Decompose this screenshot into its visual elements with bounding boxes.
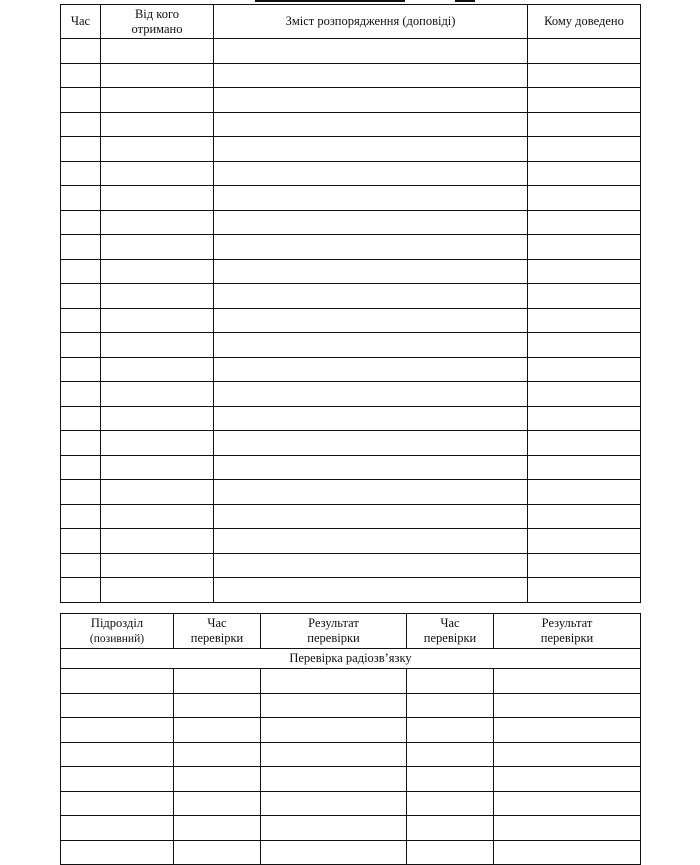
blank-cell[interactable] bbox=[214, 308, 528, 333]
log-entry-row bbox=[61, 63, 641, 88]
log-entry-row bbox=[61, 308, 641, 333]
log-entry-row bbox=[61, 39, 641, 64]
blank-cell[interactable] bbox=[101, 186, 214, 211]
header-check-result-1: Результат перевірки bbox=[261, 614, 407, 649]
blank-cell[interactable] bbox=[101, 553, 214, 578]
blank-cell[interactable] bbox=[214, 553, 528, 578]
header-delivered-to: Кому доведено bbox=[528, 5, 641, 39]
blank-cell[interactable] bbox=[528, 578, 641, 603]
log-entry-row bbox=[61, 284, 641, 309]
blank-cell[interactable] bbox=[494, 718, 641, 743]
log-entry-row bbox=[61, 357, 641, 382]
blank-cell[interactable] bbox=[174, 693, 261, 718]
blank-cell[interactable] bbox=[101, 63, 214, 88]
blank-cell[interactable] bbox=[214, 333, 528, 358]
blank-cell[interactable] bbox=[214, 259, 528, 284]
blank-cell[interactable] bbox=[214, 529, 528, 554]
blank-cell[interactable] bbox=[61, 210, 101, 235]
blank-cell[interactable] bbox=[214, 284, 528, 309]
blank-cell[interactable] bbox=[214, 186, 528, 211]
log-entry-row bbox=[61, 406, 641, 431]
blank-cell[interactable] bbox=[214, 480, 528, 505]
blank-cell[interactable] bbox=[528, 357, 641, 382]
blank-cell[interactable] bbox=[101, 529, 214, 554]
header-check-time-2: Час перевірки bbox=[407, 614, 494, 649]
blank-cell[interactable] bbox=[528, 63, 641, 88]
blank-cell[interactable] bbox=[214, 210, 528, 235]
blank-cell[interactable] bbox=[261, 742, 407, 767]
blank-cell[interactable] bbox=[101, 504, 214, 529]
blank-cell[interactable] bbox=[407, 718, 494, 743]
blank-cell[interactable] bbox=[61, 578, 101, 603]
radio-header-row bbox=[61, 614, 641, 649]
blank-cell[interactable] bbox=[61, 259, 101, 284]
blank-cell[interactable] bbox=[61, 767, 174, 792]
blank-cell[interactable] bbox=[407, 669, 494, 694]
blank-cell[interactable] bbox=[61, 161, 101, 186]
blank-cell[interactable] bbox=[528, 137, 641, 162]
log-entry-row bbox=[61, 112, 641, 137]
blank-cell[interactable] bbox=[61, 186, 101, 211]
blank-cell[interactable] bbox=[61, 529, 101, 554]
blank-cell[interactable] bbox=[61, 39, 101, 64]
blank-cell[interactable] bbox=[101, 112, 214, 137]
blank-cell[interactable] bbox=[61, 816, 174, 841]
log-entry-row bbox=[61, 186, 641, 211]
blank-cell[interactable] bbox=[174, 669, 261, 694]
radio-check-row bbox=[61, 840, 641, 865]
blank-cell[interactable] bbox=[261, 840, 407, 865]
blank-cell[interactable] bbox=[61, 480, 101, 505]
blank-cell[interactable] bbox=[214, 161, 528, 186]
blank-cell[interactable] bbox=[101, 406, 214, 431]
blank-cell[interactable] bbox=[528, 480, 641, 505]
blank-cell[interactable] bbox=[528, 39, 641, 64]
radio-check-row bbox=[61, 669, 641, 694]
log-entry-row bbox=[61, 455, 641, 480]
blank-cell[interactable] bbox=[101, 455, 214, 480]
log-entry-row bbox=[61, 578, 641, 603]
blank-cell[interactable] bbox=[214, 382, 528, 407]
blank-cell[interactable] bbox=[61, 669, 174, 694]
log-entry-row bbox=[61, 504, 641, 529]
blank-cell[interactable] bbox=[174, 718, 261, 743]
blank-cell[interactable] bbox=[494, 767, 641, 792]
blank-cell[interactable] bbox=[214, 112, 528, 137]
log-entry-row bbox=[61, 88, 641, 113]
header-content: Зміст розпорядження (доповіді) bbox=[214, 5, 528, 39]
log-entry-row bbox=[61, 333, 641, 358]
blank-cell[interactable] bbox=[101, 480, 214, 505]
blank-cell[interactable] bbox=[494, 742, 641, 767]
blank-cell[interactable] bbox=[61, 840, 174, 865]
blank-cell[interactable] bbox=[494, 816, 641, 841]
blank-cell[interactable] bbox=[214, 504, 528, 529]
radio-check-row bbox=[61, 718, 641, 743]
blank-cell[interactable] bbox=[61, 112, 101, 137]
blank-cell[interactable] bbox=[528, 161, 641, 186]
blank-cell[interactable] bbox=[61, 718, 174, 743]
blank-cell[interactable] bbox=[174, 742, 261, 767]
blank-cell[interactable] bbox=[61, 693, 174, 718]
radio-check-table bbox=[60, 613, 641, 865]
log-entry-row bbox=[61, 480, 641, 505]
blank-cell[interactable] bbox=[528, 308, 641, 333]
blank-cell[interactable] bbox=[101, 357, 214, 382]
blank-cell[interactable] bbox=[174, 767, 261, 792]
blank-cell[interactable] bbox=[61, 406, 101, 431]
blank-cell[interactable] bbox=[174, 791, 261, 816]
blank-cell[interactable] bbox=[261, 816, 407, 841]
radio-body bbox=[61, 669, 641, 865]
log-entry-row bbox=[61, 210, 641, 235]
blank-cell[interactable] bbox=[101, 431, 214, 456]
blank-cell[interactable] bbox=[528, 186, 641, 211]
log-entry-row bbox=[61, 137, 641, 162]
blank-cell[interactable] bbox=[407, 742, 494, 767]
blank-cell[interactable] bbox=[214, 39, 528, 64]
blank-cell[interactable] bbox=[494, 791, 641, 816]
radio-check-row bbox=[61, 693, 641, 718]
blank-cell[interactable] bbox=[101, 137, 214, 162]
blank-cell[interactable] bbox=[261, 693, 407, 718]
blank-cell[interactable] bbox=[261, 718, 407, 743]
header-check-result-2: Результат перевірки bbox=[494, 614, 641, 649]
orders-log-table bbox=[60, 4, 641, 603]
log-body bbox=[61, 39, 641, 603]
header-unit-callsign: Підрозділ (позивний) bbox=[61, 614, 174, 649]
radio-check-title: Перевірка радіозв’язку bbox=[61, 649, 641, 669]
blank-cell[interactable] bbox=[528, 112, 641, 137]
blank-cell[interactable] bbox=[407, 767, 494, 792]
blank-cell[interactable] bbox=[101, 333, 214, 358]
blank-cell[interactable] bbox=[101, 235, 214, 260]
blank-cell[interactable] bbox=[61, 235, 101, 260]
blank-cell[interactable] bbox=[214, 578, 528, 603]
blank-cell[interactable] bbox=[214, 455, 528, 480]
blank-cell[interactable] bbox=[407, 816, 494, 841]
blank-cell[interactable] bbox=[61, 455, 101, 480]
blank-cell[interactable] bbox=[528, 235, 641, 260]
header-check-time-1: Час перевірки bbox=[174, 614, 261, 649]
blank-cell[interactable] bbox=[61, 553, 101, 578]
blank-cell[interactable] bbox=[528, 553, 641, 578]
header-time: Час bbox=[61, 5, 101, 39]
blank-cell[interactable] bbox=[528, 382, 641, 407]
radio-check-title-row bbox=[61, 649, 641, 669]
blank-cell[interactable] bbox=[214, 137, 528, 162]
blank-cell[interactable] bbox=[61, 431, 101, 456]
blank-cell[interactable] bbox=[61, 504, 101, 529]
blank-cell[interactable] bbox=[174, 840, 261, 865]
blank-cell[interactable] bbox=[528, 88, 641, 113]
radio-check-row bbox=[61, 816, 641, 841]
log-entry-row bbox=[61, 553, 641, 578]
blank-cell[interactable] bbox=[528, 406, 641, 431]
log-entry-row bbox=[61, 259, 641, 284]
blank-cell[interactable] bbox=[61, 333, 101, 358]
radio-check-row bbox=[61, 791, 641, 816]
blank-cell[interactable] bbox=[494, 693, 641, 718]
log-header-row bbox=[61, 5, 641, 39]
blank-cell[interactable] bbox=[101, 259, 214, 284]
blank-cell[interactable] bbox=[528, 431, 641, 456]
blank-cell[interactable] bbox=[214, 406, 528, 431]
log-entry-row bbox=[61, 431, 641, 456]
blank-cell[interactable] bbox=[214, 357, 528, 382]
blank-cell[interactable] bbox=[528, 529, 641, 554]
blank-cell[interactable] bbox=[101, 308, 214, 333]
blank-cell[interactable] bbox=[528, 210, 641, 235]
blank-cell[interactable] bbox=[101, 284, 214, 309]
blank-cell[interactable] bbox=[407, 840, 494, 865]
blank-cell[interactable] bbox=[61, 284, 101, 309]
blank-cell[interactable] bbox=[407, 791, 494, 816]
blank-cell[interactable] bbox=[61, 308, 101, 333]
blank-cell[interactable] bbox=[61, 382, 101, 407]
blank-cell[interactable] bbox=[528, 333, 641, 358]
blank-cell[interactable] bbox=[528, 504, 641, 529]
blank-cell[interactable] bbox=[214, 431, 528, 456]
blank-cell[interactable] bbox=[101, 39, 214, 64]
blank-cell[interactable] bbox=[214, 235, 528, 260]
blank-cell[interactable] bbox=[61, 63, 101, 88]
blank-cell[interactable] bbox=[61, 791, 174, 816]
blank-cell[interactable] bbox=[494, 840, 641, 865]
log-entry-row bbox=[61, 382, 641, 407]
blank-cell[interactable] bbox=[101, 210, 214, 235]
blank-cell[interactable] bbox=[528, 284, 641, 309]
blank-cell[interactable] bbox=[261, 791, 407, 816]
blank-cell[interactable] bbox=[528, 259, 641, 284]
blank-cell[interactable] bbox=[494, 669, 641, 694]
blank-cell[interactable] bbox=[101, 88, 214, 113]
blank-cell[interactable] bbox=[101, 578, 214, 603]
blank-cell[interactable] bbox=[528, 455, 641, 480]
blank-cell[interactable] bbox=[61, 742, 174, 767]
log-entry-row bbox=[61, 529, 641, 554]
blank-cell[interactable] bbox=[214, 63, 528, 88]
blank-cell[interactable] bbox=[407, 693, 494, 718]
log-entry-row bbox=[61, 161, 641, 186]
header-received-from: Від кого отримано bbox=[101, 5, 214, 39]
blank-cell[interactable] bbox=[101, 161, 214, 186]
blank-cell[interactable] bbox=[214, 88, 528, 113]
log-entry-row bbox=[61, 235, 641, 260]
radio-check-row bbox=[61, 767, 641, 792]
blank-cell[interactable] bbox=[261, 669, 407, 694]
blank-cell[interactable] bbox=[174, 816, 261, 841]
blank-cell[interactable] bbox=[101, 382, 214, 407]
blank-cell[interactable] bbox=[61, 357, 101, 382]
blank-cell[interactable] bbox=[61, 88, 101, 113]
blank-cell[interactable] bbox=[261, 767, 407, 792]
radio-check-row bbox=[61, 742, 641, 767]
blank-cell[interactable] bbox=[61, 137, 101, 162]
